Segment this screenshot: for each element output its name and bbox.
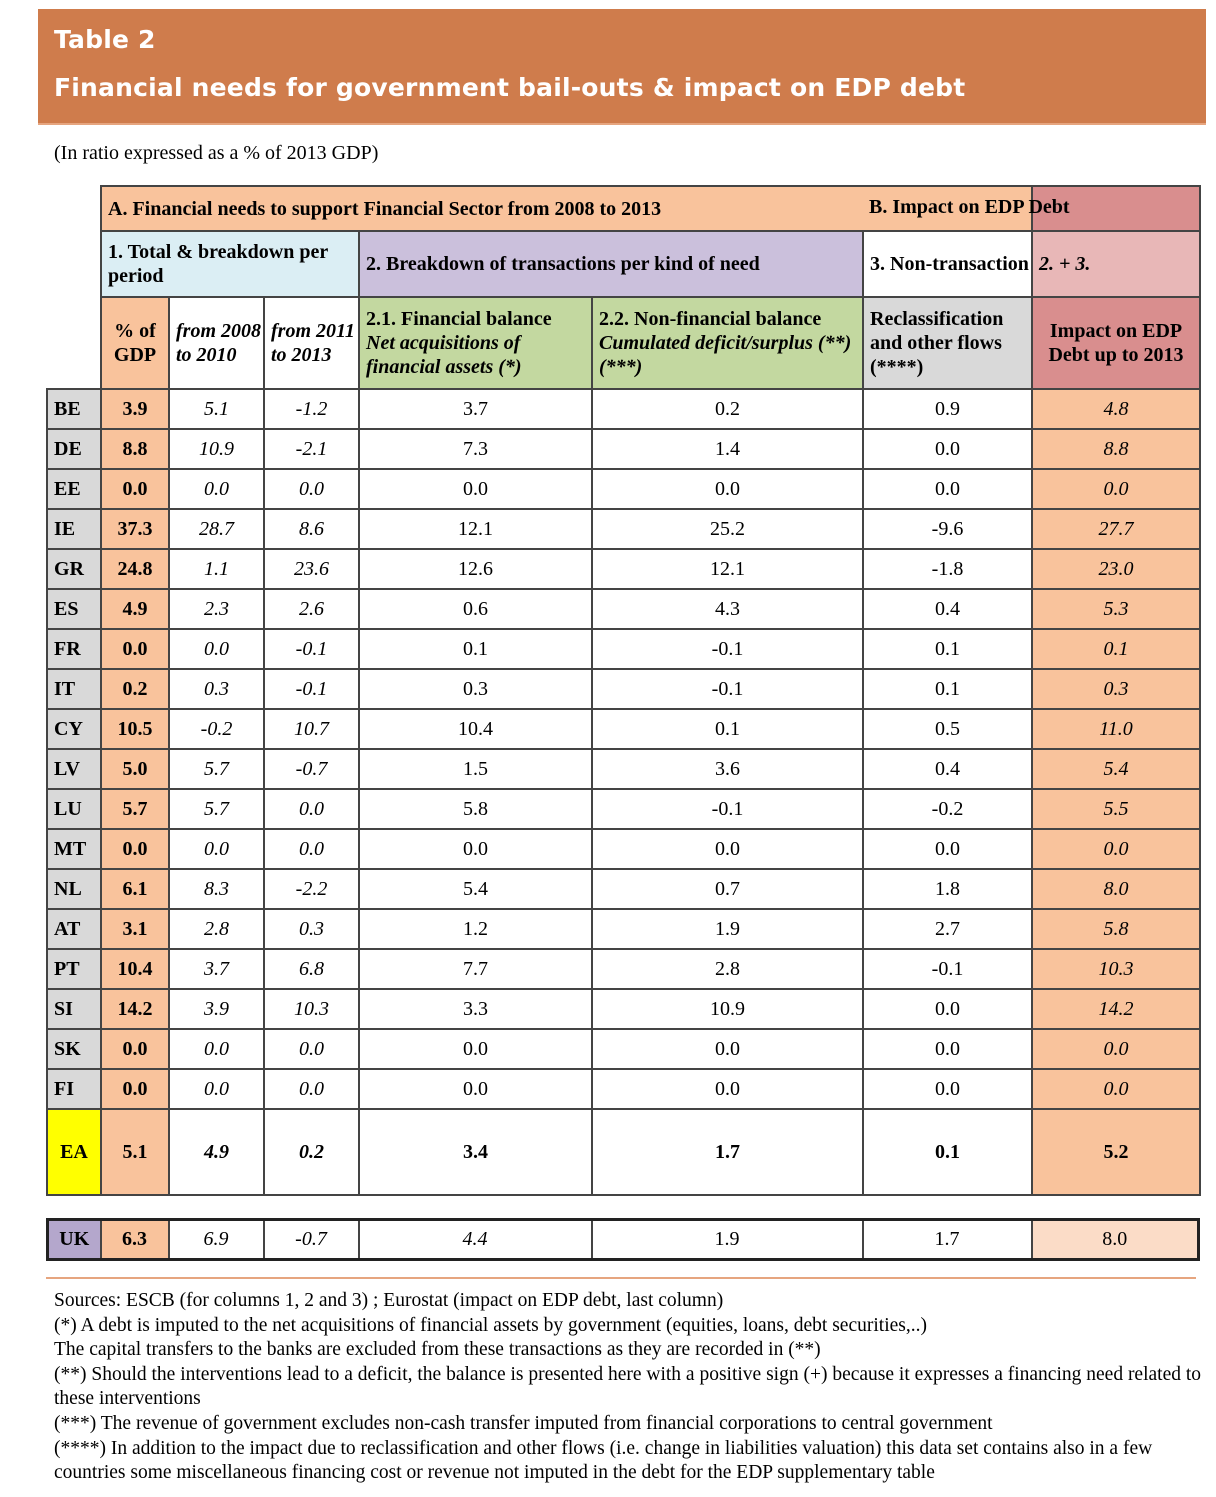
cell-impact: 0.0 [1032,1029,1200,1069]
cell-gdp: 14.2 [101,989,169,1029]
cell-2011-2013: 8.6 [264,509,359,549]
cell-financial-balance: 1.2 [359,909,592,949]
cell-2011-2013: -0.1 [264,629,359,669]
uk-nonfinancial-balance: 1.9 [592,1220,863,1260]
country-code: IE [47,509,101,549]
col-header-fin-sub: Net acquisitions of financial assets (*) [366,332,522,378]
cell-nonfinancial-balance: 0.7 [592,869,863,909]
country-code: SK [47,1029,101,1069]
col-header-gdp: % of GDP [101,297,169,389]
cell-gdp: 0.0 [101,629,169,669]
cell-nonfinancial-balance: 0.0 [592,1069,863,1109]
cell-nonfinancial-balance: 3.6 [592,749,863,789]
col-header-financial-balance [359,297,592,389]
table-row [47,829,1200,869]
cell-reclassification: 0.0 [863,429,1032,469]
col-header-nonfin-title: 2.2. Non-financial balance [599,308,822,330]
country-code: EA [47,1109,101,1195]
country-code: NL [47,869,101,909]
cell-2008-2010: 0.3 [169,669,264,709]
country-code: AT [47,909,101,949]
cell-financial-balance: 5.8 [359,789,592,829]
col-header-impact: Impact on EDP Debt up to 2013 [1032,297,1200,389]
cell-gdp: 0.0 [101,829,169,869]
table-row [47,669,1200,709]
cell-financial-balance: 0.0 [359,829,592,869]
cell-gdp: 8.8 [101,429,169,469]
cell-2011-2013: 0.0 [264,1069,359,1109]
header-group-3: 3. Non-transaction [863,231,1032,297]
cell-2008-2010: 28.7 [169,509,264,549]
cell-impact: 0.0 [1032,1069,1200,1109]
cell-2011-2013: 2.6 [264,589,359,629]
cell-gdp: 4.9 [101,589,169,629]
cell-financial-balance: 3.3 [359,989,592,1029]
cell-nonfinancial-balance: 2.8 [592,949,863,989]
country-code: GR [47,549,101,589]
cell-2011-2013: 10.7 [264,709,359,749]
cell-reclassification: 0.9 [863,389,1032,429]
table-row [47,749,1200,789]
cell-financial-balance: 7.3 [359,429,592,469]
cell-financial-balance: 0.1 [359,629,592,669]
cell-nonfinancial-balance: 0.0 [592,829,863,869]
cell-nonfinancial-balance: 0.0 [592,469,863,509]
country-code: SI [47,989,101,1029]
cell-gdp: 37.3 [101,509,169,549]
cell-impact: 27.7 [1032,509,1200,549]
cell-impact: 10.3 [1032,949,1200,989]
cell-nonfinancial-balance: -0.1 [592,669,863,709]
cell-2011-2013: 0.3 [264,909,359,949]
cell-impact: 5.8 [1032,909,1200,949]
cell-nonfinancial-balance: -0.1 [592,789,863,829]
cell-reclassification: 0.0 [863,469,1032,509]
cell-nonfinancial-balance: 0.1 [592,709,863,749]
cell-2011-2013: 23.6 [264,549,359,589]
table-label: Table 2 [54,25,156,54]
cell-gdp: 0.2 [101,669,169,709]
uk-2008-2010: 6.9 [169,1220,264,1260]
cell-gdp: 10.4 [101,949,169,989]
cell-financial-balance: 0.0 [359,469,592,509]
cell-2008-2010: -0.2 [169,709,264,749]
cell-impact: 4.8 [1032,389,1200,429]
cell-2011-2013: 0.2 [264,1109,359,1195]
cell-2011-2013: 0.0 [264,829,359,869]
table-row [47,869,1200,909]
cell-2008-2010: 0.0 [169,829,264,869]
country-code: BE [47,389,101,429]
table-row [47,469,1200,509]
cell-financial-balance: 12.1 [359,509,592,549]
footnote: (*) A debt is imputed to the net acquisitions of financial assets by government (equities, loans, debt securities,..) [54,1314,927,1336]
cell-2011-2013: -1.2 [264,389,359,429]
cell-2011-2013: -2.1 [264,429,359,469]
cell-2011-2013: 10.3 [264,989,359,1029]
table-banner [38,9,1206,125]
cell-nonfinancial-balance: 4.3 [592,589,863,629]
cell-financial-balance: 12.6 [359,549,592,589]
header-section-b: B. Impact on EDP Debt [869,196,1070,218]
cell-2008-2010: 5.1 [169,389,264,429]
header-group-23: 2. + 3. [1032,231,1200,297]
cell-nonfinancial-balance: 0.2 [592,389,863,429]
table-row [47,629,1200,669]
cell-reclassification: 2.7 [863,909,1032,949]
cell-2008-2010: 3.9 [169,989,264,1029]
cell-reclassification: 0.4 [863,589,1032,629]
country-code: IT [47,669,101,709]
table-row [47,789,1200,829]
cell-impact: 14.2 [1032,989,1200,1029]
country-code: CY [47,709,101,749]
country-code: FI [47,1069,101,1109]
cell-2008-2010: 10.9 [169,429,264,469]
cell-2008-2010: 5.7 [169,789,264,829]
cell-impact: 8.0 [1032,869,1200,909]
col-header-fin-title: 2.1. Financial balance [366,308,552,330]
cell-impact: 23.0 [1032,549,1200,589]
uk-table [46,1218,1200,1261]
cell-gdp: 0.0 [101,1069,169,1109]
table-row [47,389,1200,429]
cell-nonfinancial-balance: 1.4 [592,429,863,469]
cell-2011-2013: 6.8 [264,949,359,989]
uk-gdp: 6.3 [101,1220,169,1260]
corner-blank [47,297,101,389]
cell-reclassification: 0.4 [863,749,1032,789]
cell-impact: 5.3 [1032,589,1200,629]
cell-2011-2013: 0.0 [264,469,359,509]
table-row [47,1029,1200,1069]
cell-2008-2010: 2.3 [169,589,264,629]
cell-reclassification: 0.1 [863,669,1032,709]
cell-financial-balance: 0.3 [359,669,592,709]
cell-reclassification: 0.1 [863,1109,1032,1195]
cell-reclassification: 0.5 [863,709,1032,749]
cell-2008-2010: 0.0 [169,1029,264,1069]
cell-financial-balance: 7.7 [359,949,592,989]
cell-reclassification: 0.0 [863,1069,1032,1109]
cell-2008-2010: 5.7 [169,749,264,789]
cell-gdp: 10.5 [101,709,169,749]
header-group-2: 2. Breakdown of transactions per kind of need [359,231,863,297]
cell-financial-balance: 0.0 [359,1029,592,1069]
uk-2011-2013: -0.7 [264,1220,359,1260]
cell-gdp: 0.0 [101,1029,169,1069]
footnote: Sources: ESCB (for columns 1, 2 and 3) ; Eurostat (impact on EDP debt, last column) [54,1290,724,1311]
cell-impact: 5.5 [1032,789,1200,829]
cell-gdp: 3.1 [101,909,169,949]
cell-2008-2010: 2.8 [169,909,264,949]
footnote: (****) In addition to the impact due to reclassification and other flows (i.e. change in liabilities valuation) this data set contains also in a few countries some miscellaneous financing cost or revenue not imputed in the debt for the EDP supplementary table [54,1437,1153,1484]
cell-gdp: 24.8 [101,549,169,589]
cell-2011-2013: -0.7 [264,749,359,789]
cell-nonfinancial-balance: 1.7 [592,1109,863,1195]
cell-2008-2010: 4.9 [169,1109,264,1195]
cell-financial-balance: 3.7 [359,389,592,429]
notes-divider [46,1277,1196,1279]
col-header-reclassification: Reclassification and other flows (****) [863,297,1032,389]
header-section-a: A. Financial needs to support Financial Sector from 2008 to 2013 [101,186,1032,231]
bailout-table [46,185,1201,1196]
cell-2008-2010: 3.7 [169,949,264,989]
cell-impact: 0.0 [1032,469,1200,509]
table-row [47,509,1200,549]
cell-impact: 8.8 [1032,429,1200,469]
col-header-nonfinancial-balance [592,297,863,389]
cell-reclassification: 0.1 [863,629,1032,669]
cell-nonfinancial-balance: 12.1 [592,549,863,589]
country-code: LU [47,789,101,829]
table-title: Financial needs for government bail-outs & impact on EDP debt [54,73,966,102]
uk-financial-balance: 4.4 [359,1220,592,1260]
cell-2008-2010: 1.1 [169,549,264,589]
country-code: DE [47,429,101,469]
cell-financial-balance: 0.0 [359,1069,592,1109]
ea-row [47,1109,1200,1195]
uk-impact: 8.0 [1032,1220,1199,1260]
cell-financial-balance: 0.6 [359,589,592,629]
table-row [47,549,1200,589]
table-subtitle: (In ratio expressed as a % of 2013 GDP) [54,142,379,164]
cell-nonfinancial-balance: -0.1 [592,629,863,669]
cell-nonfinancial-balance: 1.9 [592,909,863,949]
table-row [47,1069,1200,1109]
cell-nonfinancial-balance: 25.2 [592,509,863,549]
cell-financial-balance: 10.4 [359,709,592,749]
footnote: (***) The revenue of government excludes non-cash transfer imputed from financial corporations to central government [54,1412,993,1434]
col-header-nonfin-sub: Cumulated deficit/surplus (**) (***) [599,332,852,378]
cell-reclassification: -1.8 [863,549,1032,589]
country-code: MT [47,829,101,869]
table-row [47,709,1200,749]
cell-financial-balance: 5.4 [359,869,592,909]
country-code: FR [47,629,101,669]
uk-reclassification: 1.7 [863,1220,1032,1260]
table-row [47,589,1200,629]
country-code: LV [47,749,101,789]
cell-gdp: 5.0 [101,749,169,789]
cell-impact: 0.3 [1032,669,1200,709]
table-row [47,989,1200,1029]
cell-2011-2013: -2.2 [264,869,359,909]
cell-2008-2010: 0.0 [169,629,264,669]
table-row [47,909,1200,949]
uk-country: UK [48,1220,101,1260]
corner-blank [47,186,101,231]
cell-impact: 0.0 [1032,829,1200,869]
corner-blank [47,231,101,297]
header-group-1: 1. Total & breakdown per period [101,231,359,297]
cell-financial-balance: 3.4 [359,1109,592,1195]
cell-reclassification: -0.1 [863,949,1032,989]
cell-reclassification: 0.0 [863,1029,1032,1069]
cell-impact: 5.2 [1032,1109,1200,1195]
col-header-2008-2010: from 2008 to 2010 [169,297,264,389]
country-code: ES [47,589,101,629]
cell-2011-2013: -0.1 [264,669,359,709]
cell-impact: 0.1 [1032,629,1200,669]
cell-2008-2010: 0.0 [169,1069,264,1109]
cell-reclassification: 0.0 [863,989,1032,1029]
cell-financial-balance: 1.5 [359,749,592,789]
cell-reclassification: -9.6 [863,509,1032,549]
country-code: PT [47,949,101,989]
cell-impact: 5.4 [1032,749,1200,789]
cell-gdp: 5.7 [101,789,169,829]
cell-2008-2010: 8.3 [169,869,264,909]
cell-reclassification: 0.0 [863,829,1032,869]
cell-2008-2010: 0.0 [169,469,264,509]
cell-2011-2013: 0.0 [264,789,359,829]
footnote: The capital transfers to the banks are excluded from these transactions as they are recorded in (**) [54,1339,821,1361]
cell-reclassification: -0.2 [863,789,1032,829]
cell-reclassification: 1.8 [863,869,1032,909]
cell-2011-2013: 0.0 [264,1029,359,1069]
cell-gdp: 3.9 [101,389,169,429]
table-row [47,429,1200,469]
cell-nonfinancial-balance: 10.9 [592,989,863,1029]
footnote: (**) Should the interventions lead to a deficit, the balance is presented here with a positive sign (+) because it expresses a financing need related to these interventions [54,1363,1202,1410]
cell-gdp: 0.0 [101,469,169,509]
country-code: EE [47,469,101,509]
col-header-2011-2013: from 2011 to 2013 [264,297,359,389]
cell-nonfinancial-balance: 0.0 [592,1029,863,1069]
cell-impact: 11.0 [1032,709,1200,749]
footnotes [54,1289,1204,1486]
cell-gdp: 5.1 [101,1109,169,1195]
table-row [47,949,1200,989]
cell-gdp: 6.1 [101,869,169,909]
